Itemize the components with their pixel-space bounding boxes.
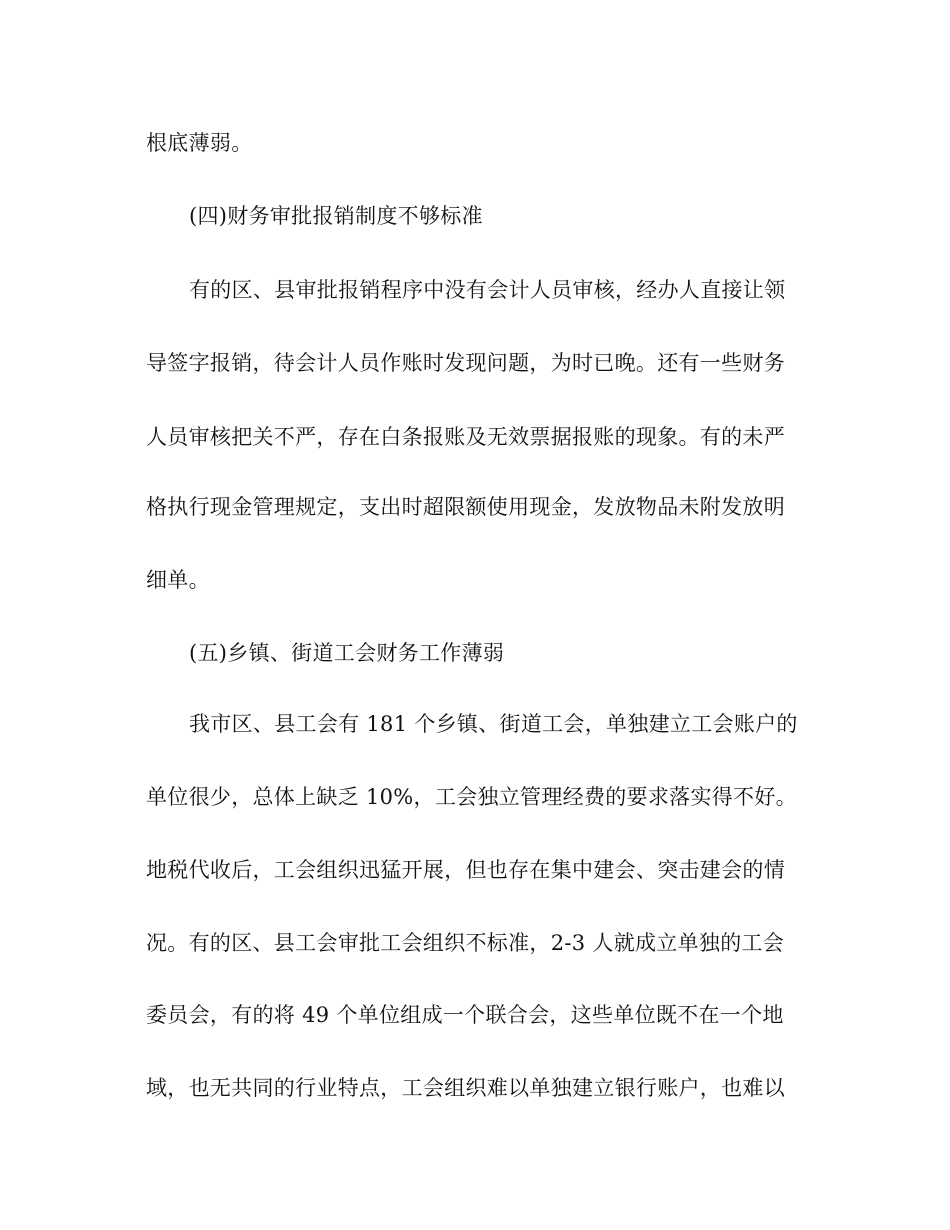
- section-heading-5: (五)乡镇、街道工会财务工作薄弱: [189, 641, 505, 665]
- paragraph-line: 委员会，有的将 49 个单位组成一个联合会，这些单位既不在一个地: [146, 1003, 784, 1027]
- paragraph-line: 域，也无共同的行业特点，工会组织难以单独建立银行账户，也难以: [146, 1076, 785, 1100]
- paragraph-line: 地税代收后，工会组织迅猛开展，但也存在集中建会、突击建会的情: [146, 858, 785, 882]
- section-heading-4: (四)财务审批报销制度不够标准: [189, 204, 483, 228]
- paragraph-line: 格执行现金管理规定，支出时超限额使用现金，发放物品未附发放明: [146, 495, 785, 519]
- paragraph-line: 我市区、县工会有 181 个乡镇、街道工会，单独建立工会账户的: [189, 712, 798, 736]
- paragraph-line: 细单。: [146, 568, 210, 592]
- paragraph-line: 导签字报销，待会计人员作账时发现问题，为时已晚。还有一些财务: [146, 351, 785, 375]
- paragraph-line: 人员审核把关不严，存在白条报账及无效票据报账的现象。有的未严: [146, 425, 785, 449]
- paragraph-line: 况。有的区、县工会审批工会组织不标准，2-3 人就成立单独的工会: [146, 931, 785, 955]
- paragraph-line: 有的区、县审批报销程序中没有会计人员审核，经办人直接让领: [189, 278, 786, 302]
- paragraph-line: 单位很少，总体上缺乏 10%，工会独立管理经费的要求落实得不好。: [146, 785, 797, 809]
- text-line: 根底薄弱。: [146, 131, 253, 155]
